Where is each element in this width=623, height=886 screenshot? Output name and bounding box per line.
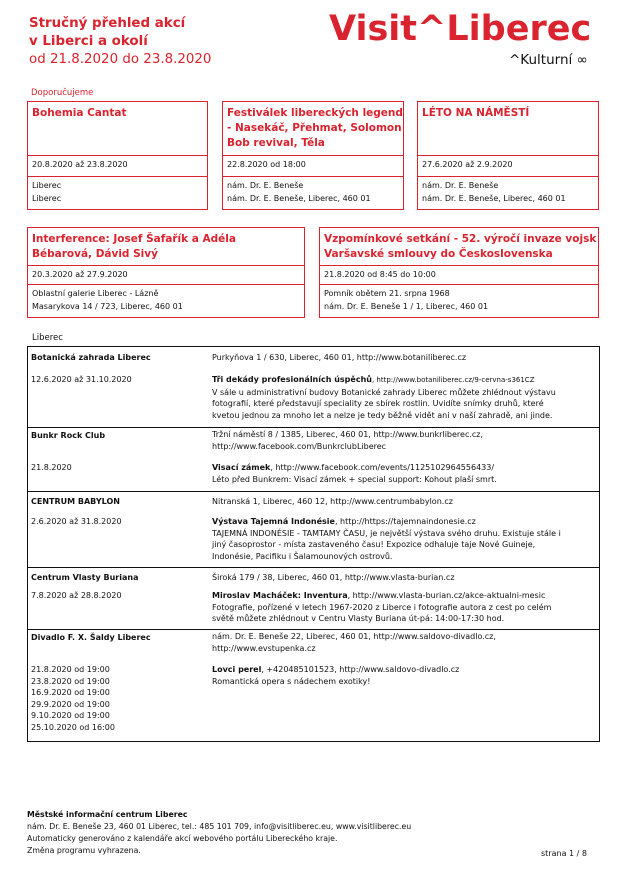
event-info (212, 462, 497, 485)
card-divider (320, 284, 598, 285)
card-divider (418, 176, 598, 177)
card-divider (28, 265, 304, 266)
page-number: strana 1 / 8 (541, 849, 587, 858)
event-title: Lovci perel (212, 665, 262, 674)
visit-liberec-logo (329, 5, 601, 75)
venue-address (212, 631, 496, 654)
card-place: Liberec (32, 181, 62, 190)
event-date: 29.9.2020 od 19:00 (31, 699, 110, 709)
event-info (212, 516, 561, 562)
card-divider (28, 176, 207, 177)
event-title: Tři dekády profesionálních úspěchů (212, 375, 372, 384)
venue-facebook-link[interactable]: http://www.facebook.com/BunkrclubLiberec (212, 441, 387, 451)
card-place: Oblastní galerie Liberec - Lázně (32, 289, 159, 298)
event-date: 9.10.2020 od 19:00 (31, 711, 110, 720)
title-date-range: od 21.8.2020 do 23.8.2020 (29, 52, 212, 67)
venue-address-line: Tržní náměstí 8 / 1385, Liberec, 460 01, http://www.bunkrliberec.cz, (212, 430, 484, 439)
event-description: TAJEMNÁ INDONÉSIE - TAMTAMY ČASU, je největší výstava svého druhu. Existuje stále i (212, 528, 561, 538)
card-date: 22.8.2020 od 18:00 (227, 160, 306, 169)
event-info (212, 374, 556, 421)
event-link[interactable]: , +420485101523, http://www.saldovo-divadlo.cz (261, 665, 460, 674)
event-date: 21.8.2020 (31, 463, 72, 472)
event-description: Romantická opera s nádechem exotiky! (212, 676, 371, 686)
card-date: 20.3.2020 až 27.9.2020 (32, 270, 128, 279)
venue-address: Nitranská 1, Liberec, 460 12, http://www.centrumbabylon.cz (212, 497, 453, 506)
card-place: nám. Dr. E. Beneše (422, 181, 499, 190)
footer (27, 809, 411, 857)
footer-note: Automaticky generováno z kalendáře akcí webového portálu Libereckého kraje. (27, 834, 338, 843)
card-divider (223, 176, 403, 177)
card-address: nám. Dr. E. Beneše 1 / 1, Liberec, 460 01 (324, 302, 489, 311)
venue-address: Purkyňova 1 / 630, Liberec, 460 01, http://www.botaniliberec.cz (212, 353, 467, 362)
event-title: Visací zámek (212, 463, 271, 472)
event-date: 21.8.2020 od 19:00 (31, 665, 110, 674)
recommended-card[interactable] (27, 227, 305, 318)
card-divider (418, 155, 598, 156)
event-date: 23.8.2020 od 19:00 (31, 676, 110, 686)
event-description: jiný časoprostor - místa zastaveného času! Expozice odhaluje taje Nové Guineje, (212, 540, 536, 549)
logo-subtitle: ^Kulturní ∞ (509, 52, 588, 68)
card-divider (223, 155, 403, 156)
venue-row (28, 567, 599, 629)
venue-table (27, 346, 600, 742)
card-divider (28, 284, 304, 285)
card-title: LÉTO NA NÁMĚSTÍ (422, 107, 530, 119)
event-link[interactable]: , http://www.vlasta-burian.cz/akce-aktualni-mesic (347, 591, 546, 600)
event-title: Výstava Tajemná Indonésie (212, 517, 335, 526)
footer-contact: nám. Dr. E. Beneše 23, 460 01 Liberec, tel.: 485 101 709, info@visitliberec.eu, www.visitliberec.eu (27, 822, 412, 831)
footer-organization: Městské informační centrum Liberec (27, 810, 188, 819)
card-date: 20.8.2020 až 23.8.2020 (32, 160, 128, 169)
event-description: fotografií, které představují speciality ze sbírek rostlin. Uvidíte snímky druhů, které (212, 399, 544, 408)
recommended-card[interactable] (222, 101, 404, 210)
event-description: Léto před Bunkrem: Visací zámek + special support: Kohout plaší smrt. (212, 474, 497, 484)
event-description: kvetou jednou za mnoho let a nelze je tedy běžně vidět ani v naší zahradě, ani jinde. (212, 410, 553, 420)
venue-address-line: nám. Dr. E. Beneše 22, Liberec, 460 01, http://www.saldovo-divadlo.cz, (212, 632, 496, 641)
title-line-1: Stručný přehled akcí (29, 16, 186, 31)
venue-name: CENTRUM BABYLON (31, 497, 120, 506)
card-date: 21.8.2020 od 8:45 do 10:00 (324, 270, 436, 279)
venue-row (28, 491, 599, 567)
document-title (29, 15, 329, 69)
venue-row (28, 347, 599, 427)
card-date: 27.6.2020 až 2.9.2020 (422, 160, 513, 169)
event-title: Miroslav Macháček: Inventura (212, 591, 348, 600)
event-description: Fotografie, pořízené v letech 1967-2020 z Liberce i fotografie autora z cest po celém (212, 602, 552, 612)
card-place: nám. Dr. E. Beneše (227, 181, 304, 190)
venue-name: Botanická zahrada Liberec (31, 353, 151, 362)
card-title: Interference: Josef Šafařík a Adéla Bébarová, Dávid Sivý (32, 233, 236, 260)
venue-address: Široká 179 / 38, Liberec, 460 01, http://www.vlasta-burian.cz (212, 573, 455, 582)
event-dates (31, 664, 115, 733)
recommended-card[interactable] (417, 101, 599, 210)
event-description: Indonésie, Pacifiku i Šalamounových ostrovů. (212, 551, 393, 561)
card-address: Masarykova 14 / 723, Liberec, 460 01 (32, 302, 183, 311)
recommended-card[interactable] (319, 227, 599, 318)
footer-note: Změna programu vyhrazena. (27, 846, 141, 855)
venue-address (212, 429, 483, 452)
venue-row (28, 427, 599, 491)
card-divider (28, 155, 207, 156)
card-address: Liberec (32, 194, 62, 203)
recommended-label: Doporučujeme (31, 88, 94, 98)
card-address: nám. Dr. E. Beneše, Liberec, 460 01 (422, 194, 566, 203)
event-link[interactable]: , http://https://tajemnaindonesie.cz (334, 517, 476, 526)
card-title: Bohemia Cantat (32, 107, 127, 119)
event-date: 16.9.2020 od 19:00 (31, 688, 110, 697)
event-date: 7.8.2020 až 28.8.2020 (31, 591, 122, 600)
card-address: nám. Dr. E. Beneše, Liberec, 460 01 (227, 194, 371, 203)
card-title: Vzpomínkové setkání - 52. výročí invaze vojsk Varšavské smlouvy do Československa (324, 233, 597, 260)
event-date: 12.6.2020 až 31.10.2020 (31, 375, 132, 384)
event-link[interactable]: , http://www.facebook.com/events/1125102964556433/ (270, 463, 495, 472)
card-title: Festiválek libereckých legend - Nasekáč, Přehmat, Solomon Bob revival, Těla (227, 107, 403, 149)
event-description: světě můžete zhlédnout v Centru Vlasty Buriana út-pá: 14:00-17:30 hod. (212, 614, 505, 623)
venue-name: Centrum Vlasty Buriana (31, 573, 139, 582)
card-divider (320, 265, 598, 266)
event-date: 25.10.2020 od 16:00 (31, 722, 115, 732)
event-info (212, 664, 459, 687)
event-info (212, 590, 551, 625)
logo-wordmark: Visit^Liberec (329, 9, 592, 49)
event-link[interactable]: , http://www.botaniliberec.cz/9-cervna-s361CZ (371, 376, 535, 384)
venue-name: Divadlo F. X. Šaldy Liberec (31, 633, 151, 642)
venue-ticket-link[interactable]: http://www.evstupenka.cz (212, 643, 316, 653)
title-line-2: v Liberci a okolí (29, 34, 148, 49)
city-label: Liberec (32, 333, 63, 343)
card-place: Pomník obětem 21. srpna 1968 (324, 289, 450, 298)
event-date: 2.6.2020 až 31.8.2020 (31, 517, 122, 526)
recommended-card[interactable] (27, 101, 208, 210)
venue-name: Bunkr Rock Club (31, 431, 106, 440)
event-description: V sále u administrativní budovy Botanické zahrady Liberec můžete zhlédnout výstavu (212, 387, 556, 397)
venue-row (28, 629, 599, 742)
